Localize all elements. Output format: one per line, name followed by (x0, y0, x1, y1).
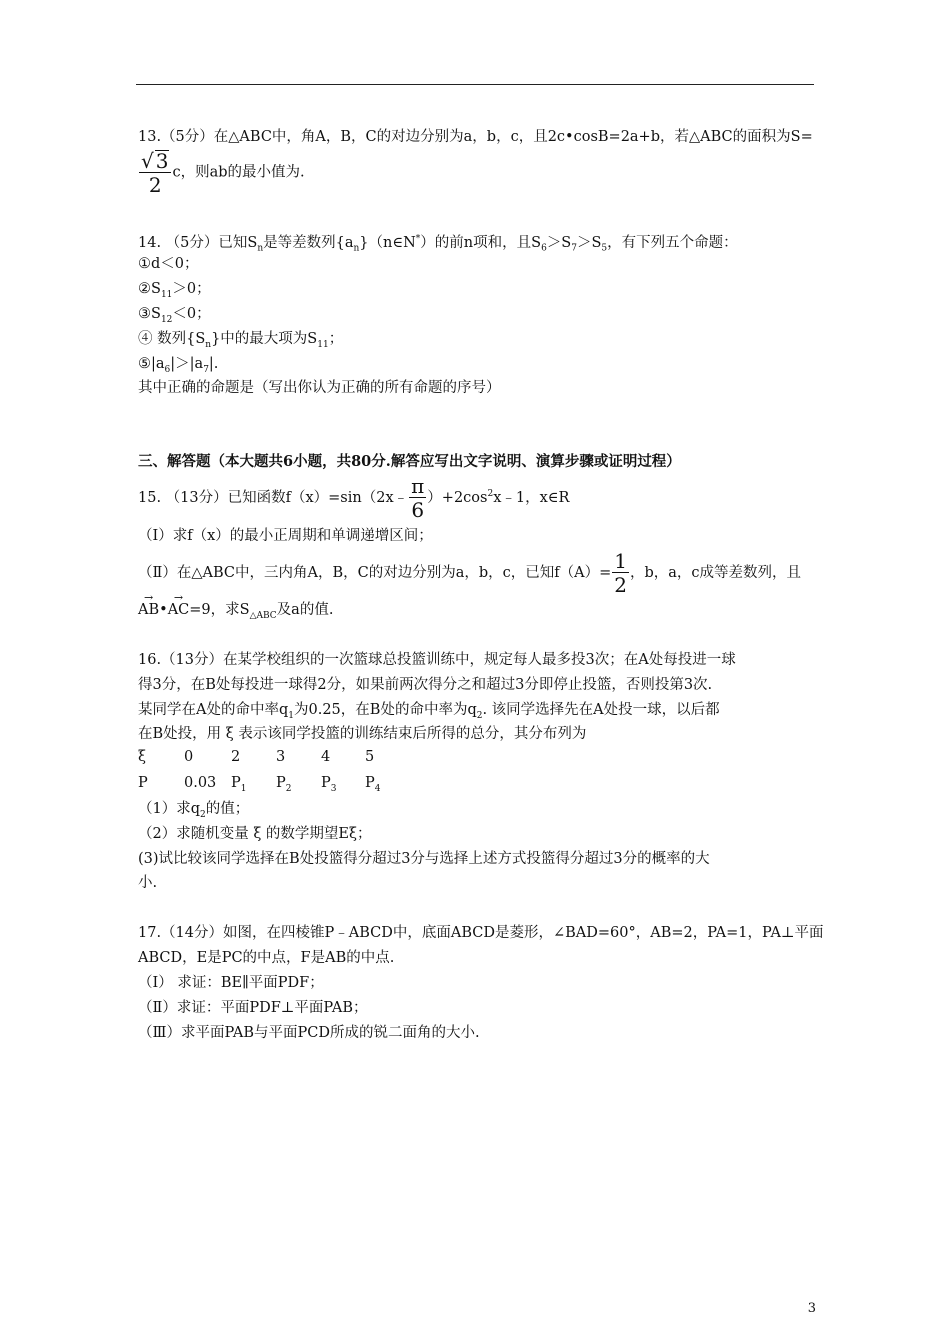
p-value: $P_4$ (365, 775, 381, 794)
q16-sub-2: （2）求随机变量 ξ 的数学期望Eξ； (138, 826, 372, 842)
q14-option-1: ①d＜0； (138, 256, 199, 272)
p-value: $P_3$ (321, 775, 337, 794)
p-value: 0.03 (184, 775, 217, 791)
q16-sub-1: （1）求$q_2$的值； (138, 801, 250, 820)
q17-line1: 17.（14分）如图，在四棱锥P﹣ABCD中，底面ABCD是菱形，∠BAD=60°，AB=2，PA=1，PA⊥平面 (138, 925, 824, 941)
q17-line2: ABCD，E是PC的中点，F是AB的中点. (138, 950, 395, 966)
q14-stem: 14. （5分）已知$S_n$是等差数列$\{a_n\}(n\in N^*)$的前n项和，且$S_6>S_7>S_5$，有下列五个命题： (138, 234, 738, 254)
xi-header: ξ (138, 749, 146, 765)
q17-part-1: （Ⅰ） 求证：BE∥平面PDF； (138, 975, 324, 991)
q14-option-4: ④ 数列$\{S_n\}$中的最大项为$S_{11}$； (138, 331, 344, 350)
q16-sub-3: (3)试比较该同学选择在B处投篮得分超过3分与选择上述方式投篮得分超过3分的概率的大 (138, 851, 710, 867)
xi-value: 2 (231, 749, 241, 765)
q15-half: $\frac{1}{2}$ (614, 549, 627, 597)
q15-part-2-line1: （Ⅱ）在△ABC中，三内角A，B，C的对边分别为a，b，c，已知f（A）= $\frac{1}{2}$ ，b，a，c成等差数列，且 (138, 549, 802, 597)
q15-part-2-line2: → AB•→ AC=9，求$S_{\triangle ABC}$及a的值. (138, 600, 333, 626)
xi-value: 4 (321, 749, 331, 765)
q15-stem: 15. （13分）已知函数f（x）=sin（2x﹣ $\frac{\pi}{6}$ ）$+2\cos^2x﹣1$，x∈R (138, 474, 570, 522)
q14-option-3: $③S_{12}<0$； (138, 306, 211, 325)
header-rule (136, 84, 814, 85)
q17-part-3: （Ⅲ）求平面PAB与平面PCD所成的锐二面角的大小. (138, 1025, 480, 1041)
xi-value: 5 (365, 749, 375, 765)
vector-ab: → AB (138, 600, 159, 620)
p-value: $P_1$ (231, 775, 247, 794)
q16-line3: 某同学在A处的命中率$q_1$为0.25，在B处的命中率为$q_2$. 该同学选择先在A处投一球，以后都 (138, 702, 720, 721)
p-value: $P_2$ (276, 775, 292, 794)
q13-fraction: $\frac{√ 3}{2}$ (139, 150, 171, 195)
q14-option-2: $②S_{11}>0$； (138, 281, 211, 300)
q16-line1: 16.（13分）在某学校组织的一次篮球总投篮训练中，规定每人最多投3次；在A处每投进一球 (138, 652, 736, 668)
vector-ac: → AC (168, 600, 190, 620)
q13-line2: $\frac{√ 3}{2}$ c，则ab的最小值为. (141, 149, 305, 197)
q14-option-5: $⑤|a_6|>|a_7|$. (138, 356, 219, 375)
q13-line1: 13.（5分）在△ABC中，角A，B，C的对边分别为a，b，c，且2c•cosB=2a+b，若△ABC的面积为S= (138, 129, 813, 145)
xi-value: 3 (276, 749, 286, 765)
xi-value: 0 (184, 749, 194, 765)
page-number: 3 (807, 1301, 816, 1316)
q16-line4: 在B处投，用 ξ 表示该同学投篮的训练结束后所得的总分，其分布列为 (138, 726, 587, 742)
q16-line2: 得3分，在B处每投进一球得2分，如果前两次得分之和超过3分即停止投篮，否则投第3次. (138, 677, 713, 693)
q15-part-1: （Ⅰ）求f（x）的最小正周期和单调递增区间； (138, 528, 433, 544)
q16-sub-3-cont: 小. (138, 875, 158, 891)
p-header: P (138, 775, 148, 791)
q17-part-2: （Ⅱ）求证：平面PDF⊥平面PAB； (138, 1000, 368, 1016)
q14-closing: 其中正确的命题是（写出你认为正确的所有命题的序号） (138, 380, 501, 396)
q15-pi-over-6: $\frac{\pi}{6}$ (411, 474, 425, 522)
section-3-heading: 三、解答题（本大题共6小题，共80分.解答应写出文字说明、演算步骤或证明过程） (138, 453, 681, 470)
